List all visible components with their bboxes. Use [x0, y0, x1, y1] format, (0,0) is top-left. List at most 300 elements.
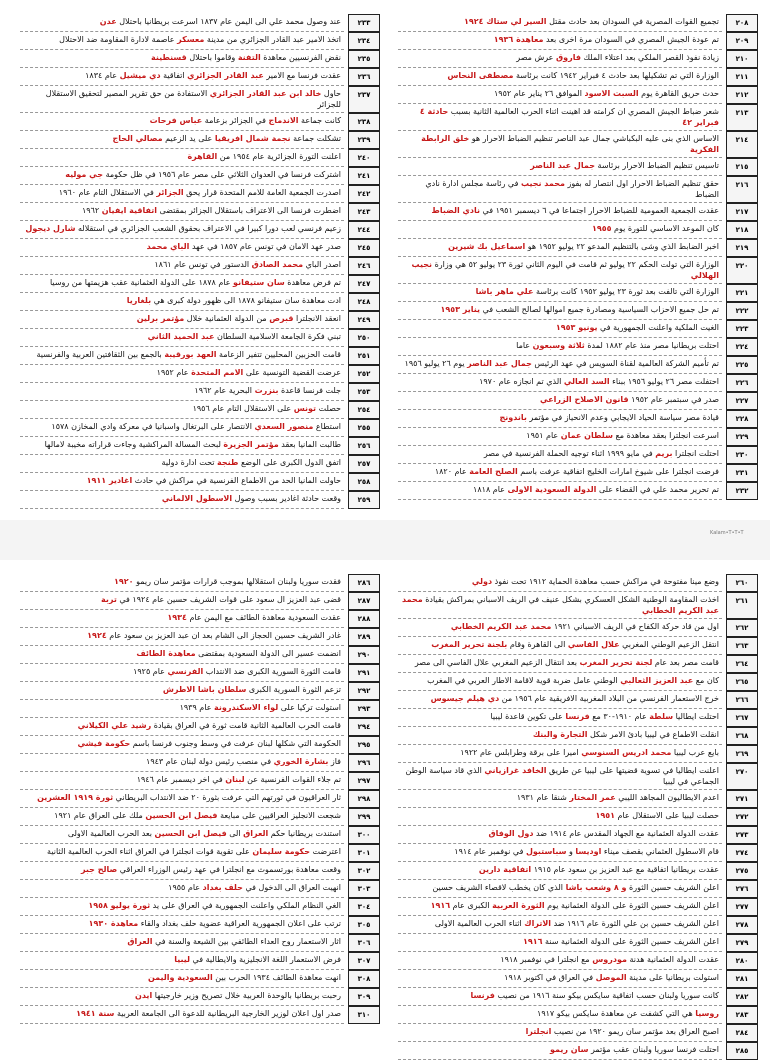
list-item — [20, 293, 380, 311]
item-number: ٣٠٢ — [348, 862, 380, 880]
item-text — [398, 464, 722, 482]
list-item — [20, 880, 380, 898]
item-text — [20, 952, 344, 970]
highlighted-answer: معاهدة الطائف — [136, 649, 196, 658]
item-number: ٢٧٦ — [726, 880, 758, 898]
statement-text: عام ١٩٣٩ — [179, 703, 215, 712]
highlighted-answer: نجمة شمال افريقيا — [214, 134, 291, 143]
statement-text: اسرعت انجلترا بعقد معاهدة مع — [612, 431, 719, 440]
highlighted-answer: ١٩٥١ — [595, 811, 615, 820]
item-text — [20, 419, 344, 437]
statement-text: استندت بريطانيا حكم — [268, 829, 341, 838]
statement-text: الحكومة التي شكلها لبنان عرفت في وسط وجنوب فرنسا باسم — [130, 739, 341, 748]
statement-text: احتلت فرنسا سوريا ولبنان عقب مؤتمر — [588, 1045, 719, 1054]
item-text — [398, 844, 722, 862]
item-number: ٢٥٤ — [348, 401, 380, 419]
highlighted-answer: ١٩١٦ — [522, 937, 543, 946]
item-number: ٢٣٢ — [726, 482, 758, 500]
item-text — [398, 203, 722, 221]
item-number: ٢٦٢ — [726, 619, 758, 637]
item-text — [398, 221, 722, 239]
highlighted-answer: الفرنسي — [167, 667, 204, 676]
statement-text: في منصب رئيس دولة لبنان عام ١٩٤٣ — [146, 757, 274, 766]
list-item — [398, 239, 758, 257]
document-page-bottom — [0, 560, 770, 1056]
highlighted-answer: لجنة تحرير المغرب — [579, 658, 653, 667]
statement-text: عام ١٩٥٥ — [168, 883, 203, 892]
statement-text: اعترضت — [309, 847, 341, 856]
item-text — [398, 655, 722, 673]
statement-text: فرض الاستعمار اللغة الانجليزية والايطالية في — [190, 955, 341, 964]
list-item — [398, 916, 758, 934]
statement-text: احتلت بريطانيا مصر منذ عام ١٨٨٢ لمدة — [584, 341, 719, 350]
item-number: ٢٨٨ — [348, 610, 380, 628]
statement-text: كان الموعد الاساسي للتورة يوم — [611, 224, 719, 233]
list-item — [398, 898, 758, 916]
highlighted-answer: دي ميشيل — [119, 71, 161, 80]
item-number: ٢٢٩ — [726, 428, 758, 446]
item-text — [398, 1024, 722, 1042]
item-number: ٣٠٥ — [348, 916, 380, 934]
highlighted-answer: سلطان عمان — [560, 431, 613, 440]
highlighted-answer: حلف بغداد — [202, 883, 243, 892]
item-text — [20, 790, 344, 808]
item-text — [398, 50, 722, 68]
statement-text: تم فرض معاهدة — [284, 278, 341, 287]
statement-text: زيادة نفوذ القصر الملكي بعد اعتلاء الملك — [580, 53, 719, 62]
highlighted-answer: علي ماهر باشا — [475, 287, 534, 296]
item-number: ٢٦١ — [726, 592, 758, 619]
statement-text: اعلن الشريف حسين الثورة على الدولة العثمانية يوم — [544, 901, 719, 910]
highlighted-answer: محمد عبد الكريم الخطابي — [450, 622, 552, 631]
item-text — [20, 826, 344, 844]
highlighted-answer: منصور السعدي — [254, 422, 314, 431]
statement-text: اخبر الضابط الذي وشى بالتنظيم المدعو ٢٢ يوليو ١٩٥٢ هو — [525, 242, 719, 251]
statement-text: عقدت الدولة العثمانية مع الجهاد المقدس عام ١٩١٤ ضد — [533, 829, 719, 838]
item-number: ٢٢٧ — [726, 392, 758, 410]
highlighted-answer: نادي الضباط — [431, 206, 480, 215]
list-item — [20, 491, 380, 509]
list-item — [20, 221, 380, 239]
statement-text: الاساس الذي بنى عليه البكباشي جمال عبد الناصر تنظيم الضباط الاحرار هو — [469, 134, 719, 143]
item-text — [398, 988, 722, 1006]
item-text — [398, 104, 722, 131]
item-number: ٢٧٩ — [726, 934, 758, 952]
highlighted-answer: سلطان باشا الاطرش — [162, 685, 247, 694]
list-item — [20, 754, 380, 772]
statement-text: شعر ضباط الجيش المصري ان كرامته قد اهينت اثناء الحرب العالمية الثانية بسبب — [448, 107, 719, 116]
item-text — [398, 934, 722, 952]
item-number: ٢٢٠ — [726, 257, 758, 284]
list-item — [398, 862, 758, 880]
statement-text: مع انجلترا في نوفمبر ١٩١٨ — [500, 955, 593, 964]
item-number: ٢٨١ — [726, 970, 758, 988]
highlighted-answer: محمد ادريس السنوسي — [581, 748, 672, 757]
item-text — [20, 131, 344, 149]
item-text — [20, 329, 344, 347]
statement-text: الانتصار على البرتغال واسبانيا في معركة وادي المخازن ١٥٧٨ — [51, 422, 255, 431]
statement-text: انعقد الانجلترا — [293, 314, 341, 323]
statement-text: تجميع القوات المصرية في السودان بعد حادث مقتل — [546, 17, 719, 26]
item-text — [20, 880, 344, 898]
item-number: ٢١٩ — [726, 239, 758, 257]
statement-text: حاول — [321, 89, 341, 98]
statement-text: عقدت فرنسا مع الامير — [263, 71, 341, 80]
list-item — [20, 970, 380, 988]
item-number: ٢١٤ — [726, 131, 758, 158]
list-item — [398, 86, 758, 104]
statement-text: في الاستقلال التام عام ١٩٦٠ — [58, 188, 157, 197]
highlighted-answer: سان ستيفانو — [233, 278, 285, 287]
highlighted-answer: حكومة سليمان — [252, 847, 310, 856]
item-number: ٢٢٦ — [726, 374, 758, 392]
item-number: ٢١١ — [726, 68, 758, 86]
statement-text: الاستفادة من حق تقرير المصير لتحقيق الاستقلال للجزائر — [45, 89, 341, 109]
highlighted-answer: الثورة العربية — [492, 901, 545, 910]
highlighted-answer: ١٩٥٥ — [591, 224, 612, 233]
list-item — [398, 934, 758, 952]
right-column — [398, 574, 758, 1060]
item-text — [20, 383, 344, 401]
statement-text: انهت معاهدة الطائف ١٩٣٤ الحرب بين — [212, 973, 341, 982]
item-text — [20, 203, 344, 221]
item-number: ٢٦٨ — [726, 727, 758, 745]
statement-text: اصبح العراق بعد مؤتمر سان ريمو ١٩٢٠ من نصيب — [551, 1027, 719, 1036]
statement-text: تم جلاء القوات الفرنسية عن — [244, 775, 341, 784]
list-item — [20, 898, 380, 916]
item-number: ٢٧٠ — [726, 763, 758, 790]
list-item — [20, 862, 380, 880]
statement-text: اثار الاستعمار روح العداء الطائفي بين الشيعة والسنة في — [152, 937, 341, 946]
item-text — [398, 356, 722, 374]
item-number: ٢٦٧ — [726, 709, 758, 727]
highlighted-answer: جمال عبد الناصر — [530, 161, 595, 170]
list-item — [398, 637, 758, 655]
list-item — [20, 113, 380, 131]
statement-text: الوزارة التي تم تشكيلها بعد حادث ٤ فبراير ١٩٤٢ كانت برئاسة — [513, 71, 719, 80]
statement-text: اميرا على برقة وطرابلس عام ١٩٢٢ — [460, 748, 582, 757]
statement-text: جلت فرنسا قاعدة — [278, 386, 341, 395]
item-text — [398, 410, 722, 428]
highlighted-answer: ١٩٣٤ — [167, 613, 187, 622]
list-item — [398, 50, 758, 68]
list-item — [398, 727, 758, 745]
highlighted-answer: سباستبول — [525, 847, 567, 856]
list-item — [20, 365, 380, 383]
statement-text: حصلت ليبيا على الاستقلال عام — [614, 811, 719, 820]
item-number: ٢٠٨ — [726, 14, 758, 32]
statement-text: فقدت سوريا ولبنان استقلالها بموجب قرارات مؤتمر سان ريمو — [133, 577, 341, 586]
statement-text: نقض الفرنسيين معاهدة — [260, 53, 341, 62]
statement-text: الذي كان يخطب لاقصاء الشريف حسين — [432, 883, 566, 892]
highlighted-answer: السد العالي — [563, 377, 610, 386]
item-text — [20, 628, 344, 646]
item-number: ٣٠٠ — [348, 826, 380, 844]
statement-text: الوزارة التي تولت الحكم ٢٢ يوليو ثم قامت في اليوم الثاني ثورة ٢٣ يوليو ٥٢ هي وزارة — [432, 260, 719, 269]
highlighted-answer: العراق — [127, 937, 153, 946]
list-item — [398, 745, 758, 763]
statement-text: شنقا عام ١٩٣١ — [516, 793, 570, 802]
highlighted-answer: ايدن — [134, 991, 153, 1000]
list-item — [398, 320, 758, 338]
statement-text: صدر في سبتمبر عام ١٩٥٢ — [628, 395, 719, 404]
statement-text: عقدت الجمعية العمومية للضباط الاحرار اجتماعا في ٦ ديسمبر ١٩٥١ في — [479, 206, 719, 215]
list-item — [398, 988, 758, 1006]
statement-text: قامت مصر بعد عام — [652, 658, 719, 667]
statement-text: احتلت انجلترا — [672, 449, 719, 458]
statement-text: ادت معاهدة سان ستيفانو ١٨٧٨ الى ظهور دولة كبرى هي — [151, 296, 341, 305]
item-number: ٢٣٩ — [348, 131, 380, 149]
item-number: ٢٨٧ — [348, 592, 380, 610]
highlighted-answer: و ٨ وشعب باشا — [565, 883, 627, 892]
item-number: ٢٩٩ — [348, 808, 380, 826]
left-column — [20, 14, 380, 509]
statement-text: ترتب على اعلان الجمهورية العراقية عضوية حلف بغداد والقاء — [138, 919, 341, 928]
highlighted-answer: نجيب الهلالي — [411, 260, 719, 280]
highlighted-answer: لبنان — [225, 775, 245, 784]
highlighted-answer: فرنسا — [565, 712, 590, 721]
item-text — [398, 392, 722, 410]
item-number: ٢٩٧ — [348, 772, 380, 790]
list-item — [20, 664, 380, 682]
list-item — [398, 880, 758, 898]
item-number: ٢٢٤ — [726, 338, 758, 356]
item-text — [20, 347, 344, 365]
item-number: ٢٥٨ — [348, 473, 380, 491]
item-number: ٢٤٧ — [348, 275, 380, 293]
statement-text: عند وصول محمد علي الى اليمن عام ١٨٣٧ اسرعت بريطانيا باحتلال — [116, 17, 341, 26]
list-item — [20, 437, 380, 455]
item-text — [398, 637, 722, 655]
item-number: ٢٦٩ — [726, 745, 758, 763]
item-number: ٢٣٥ — [348, 50, 380, 68]
statement-text: عرش مصر — [516, 53, 556, 62]
item-text — [398, 338, 722, 356]
statement-text: عاما — [516, 341, 533, 350]
highlighted-answer: التجارة والبنك — [532, 730, 588, 739]
statement-text: احتلت ايطاليا — [673, 712, 719, 721]
highlighted-answer: فرنسا — [470, 991, 495, 1000]
list-item — [20, 239, 380, 257]
statement-text: قام الاسطول العثماني بقصف ميناء — [601, 847, 719, 856]
statement-text: عام ١٩٥٢ — [156, 368, 192, 377]
list-item — [398, 826, 758, 844]
item-text — [398, 727, 722, 745]
statement-text: عقدت الدولة العثمانية هدنة — [626, 955, 719, 964]
statement-text: عام ١٨١٨ — [473, 485, 508, 494]
item-number: ٣٠٩ — [348, 988, 380, 1006]
statement-text: تم تحرير محمد علي في القضاء على — [596, 485, 719, 494]
item-number: ٢٤٣ — [348, 203, 380, 221]
item-number: ٢٤٨ — [348, 293, 380, 311]
highlighted-answer: مصالي الحاج — [112, 134, 163, 143]
statement-text: على يد الزعيم — [162, 134, 215, 143]
list-item — [20, 185, 380, 203]
item-number: ٢٢٨ — [726, 410, 758, 428]
statement-text: اتخذ الامير عبد القادر الجزائري من مدينة — [204, 35, 341, 44]
statement-text: تحت ادارة دولية — [161, 458, 218, 467]
item-number: ٢٩٣ — [348, 700, 380, 718]
highlighted-answer: الجزائر — [156, 188, 184, 197]
highlighted-answer: سنة ١٩٤١ — [76, 1009, 115, 1018]
highlighted-answer: عبد الحميد الثاني — [147, 332, 215, 341]
highlighted-answer: دي هيلم جيسوس — [430, 694, 500, 703]
highlighted-answer: السعودية واليمن — [147, 973, 213, 982]
statement-text: يوم ٢٦ يوليو ١٩٥٦ — [404, 359, 468, 368]
item-number: ٢٨٥ — [726, 1042, 758, 1060]
item-text — [20, 646, 344, 664]
item-number: ٣٠٦ — [348, 934, 380, 952]
item-number: ٢٥٣ — [348, 383, 380, 401]
item-number: ٢٧٤ — [726, 844, 758, 862]
item-text — [398, 880, 722, 898]
statement-text: بايع عرب ليبيا — [671, 748, 719, 757]
highlighted-answer: مؤتمر برلين — [136, 314, 185, 323]
item-number: ٢٦٣ — [726, 637, 758, 655]
list-item — [398, 131, 758, 158]
item-text — [20, 14, 344, 32]
item-text — [398, 257, 722, 284]
highlighted-answer: محمد الصادق — [251, 260, 304, 269]
statement-text: زعيم فرنسي لعب دورا كبيرا في الاعتراف بحقوق الشعب الجزائري في استقلاله — [75, 224, 341, 233]
highlighted-answer: الامم المتحدة — [191, 368, 244, 377]
item-text — [398, 320, 722, 338]
item-number: ٢٧٣ — [726, 826, 758, 844]
highlighted-answer: ثورة يوليو ١٩٥٨ — [88, 901, 151, 910]
item-number: ٢٢٥ — [726, 356, 758, 374]
list-item — [20, 736, 380, 754]
list-item — [20, 311, 380, 329]
item-text — [20, 401, 344, 419]
item-text — [20, 934, 344, 952]
item-text — [20, 700, 344, 718]
highlighted-answer: خلق الرابطة الفكرية — [421, 134, 719, 154]
statement-text: الغي النظام الملكي واعلنت الجمهورية في العراق على يد — [150, 901, 341, 910]
list-item — [20, 419, 380, 437]
highlighted-answer: ليبيا — [174, 955, 190, 964]
statement-text: في رئاسة مجلس ادارة نادي الضباط — [425, 179, 719, 199]
statement-text: اعدم الايطاليون المجاهد الليبي — [615, 793, 719, 802]
statement-text: انتقل الزعيم الوطني المغربي — [619, 640, 719, 649]
list-item — [398, 221, 758, 239]
item-text — [20, 610, 344, 628]
highlighted-answer: اغادير ١٩١١ — [86, 476, 133, 485]
list-item — [20, 14, 380, 32]
list-item — [398, 257, 758, 284]
list-item — [398, 446, 758, 464]
highlighted-answer: اسماعيل بك شيرين — [448, 242, 526, 251]
list-item — [20, 50, 380, 68]
highlighted-answer: الدولة السعودية الاولى — [507, 485, 597, 494]
item-number: ٢٢٣ — [726, 320, 758, 338]
list-item — [398, 464, 758, 482]
highlighted-answer: عبد القادر الجزائري — [187, 71, 264, 80]
item-number: ٢٩٦ — [348, 754, 380, 772]
statement-text: حقق تنظيم الضباط الاحرار اول انتصار له بفوز — [564, 179, 719, 188]
item-text — [398, 709, 722, 727]
item-text — [398, 592, 722, 619]
statement-text: اشتركت فرنسا في العدوان الثلاثي على مصر عام ١٩٥٦ في ظل حكومة — [103, 170, 341, 179]
list-item — [20, 455, 380, 473]
item-number: ٢٦٥ — [726, 673, 758, 691]
item-text — [20, 808, 344, 826]
item-text — [20, 149, 344, 167]
list-item — [398, 392, 758, 410]
statement-text: اعلن الشريف حسين بن علي الثورة عام ١٩١٦ ضد — [551, 919, 719, 928]
highlighted-answer: طنجة — [217, 458, 239, 467]
statement-text: تشكلت جماعة — [290, 134, 341, 143]
statement-text: في نوفمبر عام ١٩١٤ — [454, 847, 526, 856]
item-text — [20, 491, 344, 509]
item-text — [20, 167, 344, 185]
highlighted-answer: روسيا — [695, 1009, 719, 1018]
item-number: ٢٨٠ — [726, 952, 758, 970]
list-item — [398, 302, 758, 320]
item-number: ٣٠١ — [348, 844, 380, 862]
statement-text: هي التي كشفت عن معاهدة سايكس بيكو ١٩١٧ — [537, 1009, 696, 1018]
list-item — [20, 826, 380, 844]
item-number: ٣٠٣ — [348, 880, 380, 898]
statement-text: كان مع — [693, 676, 719, 685]
item-text — [398, 898, 722, 916]
statement-text: فاز — [328, 757, 341, 766]
item-text — [398, 86, 722, 104]
item-text — [20, 574, 344, 592]
highlighted-answer: صالح جبر — [80, 865, 118, 874]
item-text — [398, 428, 722, 446]
list-item — [398, 104, 758, 131]
highlighted-answer: مؤتمر الجزيرة — [223, 440, 279, 449]
item-text — [398, 808, 722, 826]
highlighted-answer: بشارة الخوري — [273, 757, 329, 766]
item-text — [398, 1006, 722, 1024]
item-text — [398, 446, 722, 464]
statement-text: الى — [226, 829, 244, 838]
item-text — [20, 311, 344, 329]
item-text — [398, 790, 722, 808]
item-number: ٢٩٨ — [348, 790, 380, 808]
item-number: ٢٤٩ — [348, 311, 380, 329]
highlighted-answer: اتفاقية ايفيان — [101, 206, 157, 215]
statement-text: تبني فكرة الجامعة الاسلامية السلطان — [214, 332, 341, 341]
item-text — [20, 437, 344, 455]
item-number: ٢١٧ — [726, 203, 758, 221]
item-number: ٢٣٧ — [348, 86, 380, 113]
item-text — [398, 68, 722, 86]
item-number: ٢٩٤ — [348, 718, 380, 736]
highlighted-answer: الاتراك — [524, 919, 552, 928]
item-text — [20, 916, 344, 934]
item-number: ٢٨٢ — [726, 988, 758, 1006]
item-number: ٢٣٤ — [348, 32, 380, 50]
statement-text: احتفلت مصر ٢٦ يوليو ١٩٥٦ ببناء — [609, 377, 719, 386]
list-item — [398, 952, 758, 970]
item-text — [20, 257, 344, 275]
item-text — [398, 482, 722, 500]
item-number: ٢٧٥ — [726, 862, 758, 880]
item-text — [398, 1042, 722, 1060]
statement-text: كانت سوريا ولبنان حسب اتفاقية سايكس بيكو سنة ١٩١٦ من نصيب — [494, 991, 719, 1000]
highlighted-answer: علال الفاسي — [567, 640, 620, 649]
statement-text: لبحث المسالة المراكشية وجاءت قراراته مخيبة لامالها — [44, 440, 224, 449]
item-text — [20, 365, 344, 383]
statement-text: عاصمة لادارة المقاومة ضد الاحتلال — [59, 35, 178, 44]
statement-text: على الاستقلال التام عام ١٩٥٦ — [192, 404, 294, 413]
highlighted-answer: بنزرت — [254, 386, 279, 395]
highlighted-answer: مودروس — [592, 955, 627, 964]
highlighted-answer: فاروق — [555, 53, 581, 62]
highlighted-answer: سلطة — [649, 712, 674, 721]
